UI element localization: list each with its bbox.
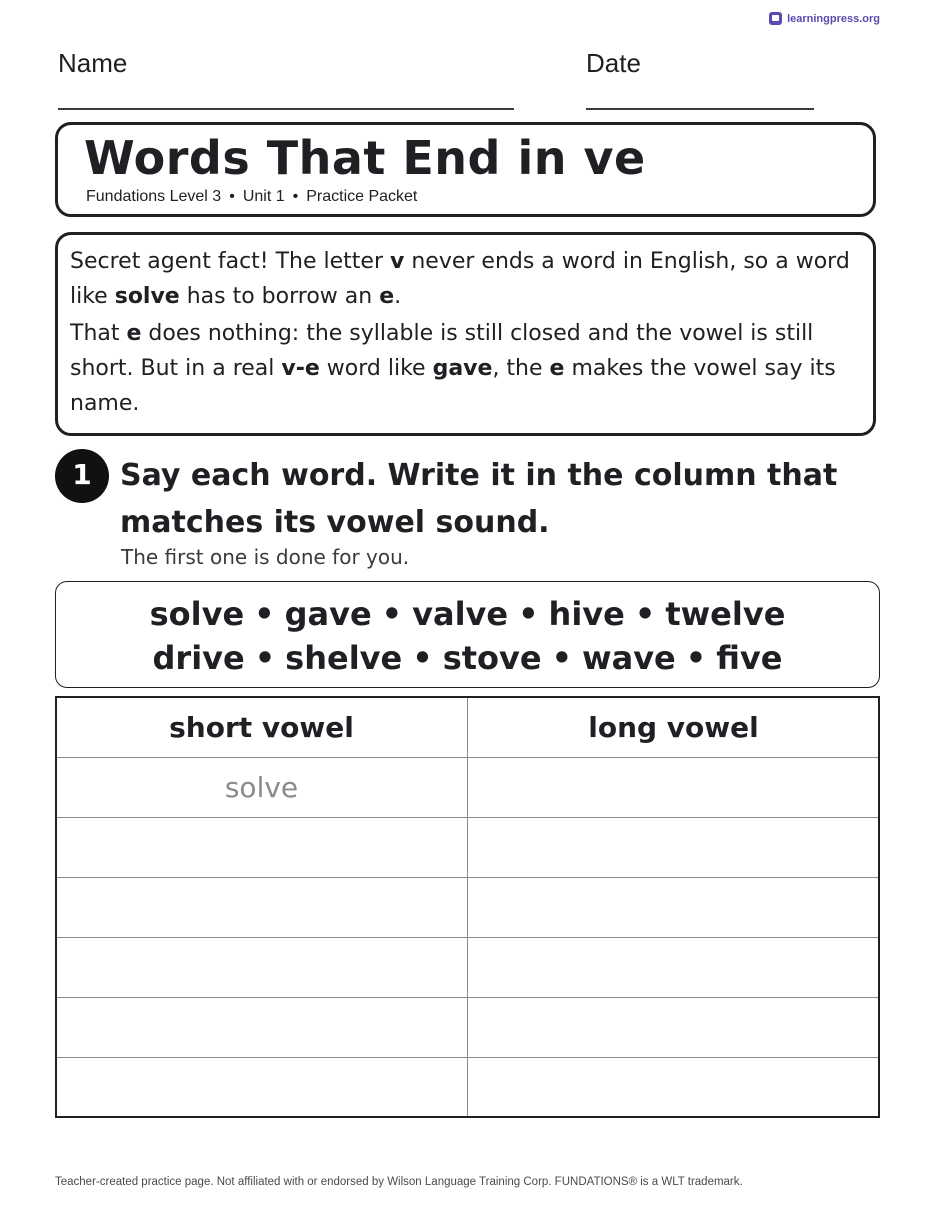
fact-paragraph-2: That e does nothing: the syllable is still closed and the vowel is still short. But in a real v-e word like gave, the e makes the vowel say its name. <box>70 321 836 416</box>
word-bank <box>55 581 880 688</box>
footer-disclaimer: Teacher-created practice page. Not affiliated with or endorsed by Wilson Language Training Corp. FUNDATIONS® is a WLT trademark. <box>55 1176 743 1188</box>
question-number-badge: 1 <box>55 449 109 503</box>
brand-text: learningpress.org <box>787 12 880 25</box>
fact-paragraph-1: Secret agent fact! The letter v never ends a word in English, so a word like solve has to borrow an e. <box>70 249 850 309</box>
answer-cell[interactable] <box>56 998 468 1058</box>
example-answer-cell: solve <box>56 758 468 818</box>
question-title: Say each word. Write it in the column that matches its vowel sound. <box>120 458 838 540</box>
date-line[interactable] <box>586 108 814 110</box>
name-label: Name <box>58 48 128 78</box>
bank-word: stove <box>442 639 542 677</box>
answer-cell[interactable] <box>56 818 468 878</box>
brand-logo[interactable] <box>769 12 880 25</box>
fact-box <box>55 232 876 436</box>
bank-separator: • <box>254 639 276 677</box>
bank-separator: • <box>685 639 707 677</box>
subtitle-unit: Unit 1 <box>242 188 285 205</box>
bank-separator: • <box>551 639 573 677</box>
bank-word: gave <box>284 595 372 633</box>
subtitle-separator: • <box>229 188 235 205</box>
subtitle-separator: • <box>292 188 299 205</box>
table-row <box>56 818 880 878</box>
title-box <box>55 122 876 217</box>
bank-separator: • <box>412 639 433 677</box>
table-row <box>56 1058 880 1118</box>
bank-separator: • <box>518 595 539 633</box>
header-long-vowel: long vowel <box>468 697 880 758</box>
bank-separator: • <box>634 595 656 633</box>
bank-separator: • <box>254 595 275 633</box>
answer-cell[interactable] <box>468 938 880 998</box>
page-title: Words That End in ve <box>84 131 646 185</box>
header-short-vowel: short vowel <box>56 697 468 758</box>
bank-word: solve <box>149 595 245 633</box>
bank-separator: • <box>381 595 403 633</box>
answer-cell[interactable] <box>56 878 468 938</box>
bank-word: valve <box>412 595 509 633</box>
word-bank-row-2 <box>56 636 879 680</box>
page-subtitle <box>86 188 417 206</box>
table-row <box>56 938 880 998</box>
name-line[interactable] <box>58 108 514 110</box>
bank-word: five <box>716 639 783 677</box>
bank-word: twelve <box>665 595 786 633</box>
answer-cell[interactable] <box>468 998 880 1058</box>
bank-word: wave <box>582 639 676 677</box>
table-row <box>56 878 880 938</box>
date-label: Date <box>586 48 641 78</box>
table-header-row <box>56 697 880 758</box>
bank-word: hive <box>548 595 625 633</box>
bank-word: drive <box>152 639 245 677</box>
name-field <box>58 46 514 110</box>
table-row <box>56 998 880 1058</box>
answer-cell[interactable] <box>56 1058 468 1118</box>
question-subtitle: The first one is done for you. <box>121 545 410 569</box>
bank-word: shelve <box>285 639 403 677</box>
answer-cell[interactable] <box>468 878 880 938</box>
answer-cell[interactable] <box>468 818 880 878</box>
date-field <box>586 46 814 110</box>
answer-cell[interactable] <box>56 938 468 998</box>
sorting-table <box>55 696 880 1118</box>
subtitle-packet: Practice Packet <box>306 188 418 205</box>
answer-cell[interactable] <box>468 1058 880 1118</box>
brand-icon <box>769 12 782 25</box>
table-row <box>56 758 880 818</box>
answer-cell[interactable] <box>468 758 880 818</box>
subtitle-level: Fundations Level 3 <box>86 188 222 205</box>
word-bank-row-1 <box>56 592 879 636</box>
